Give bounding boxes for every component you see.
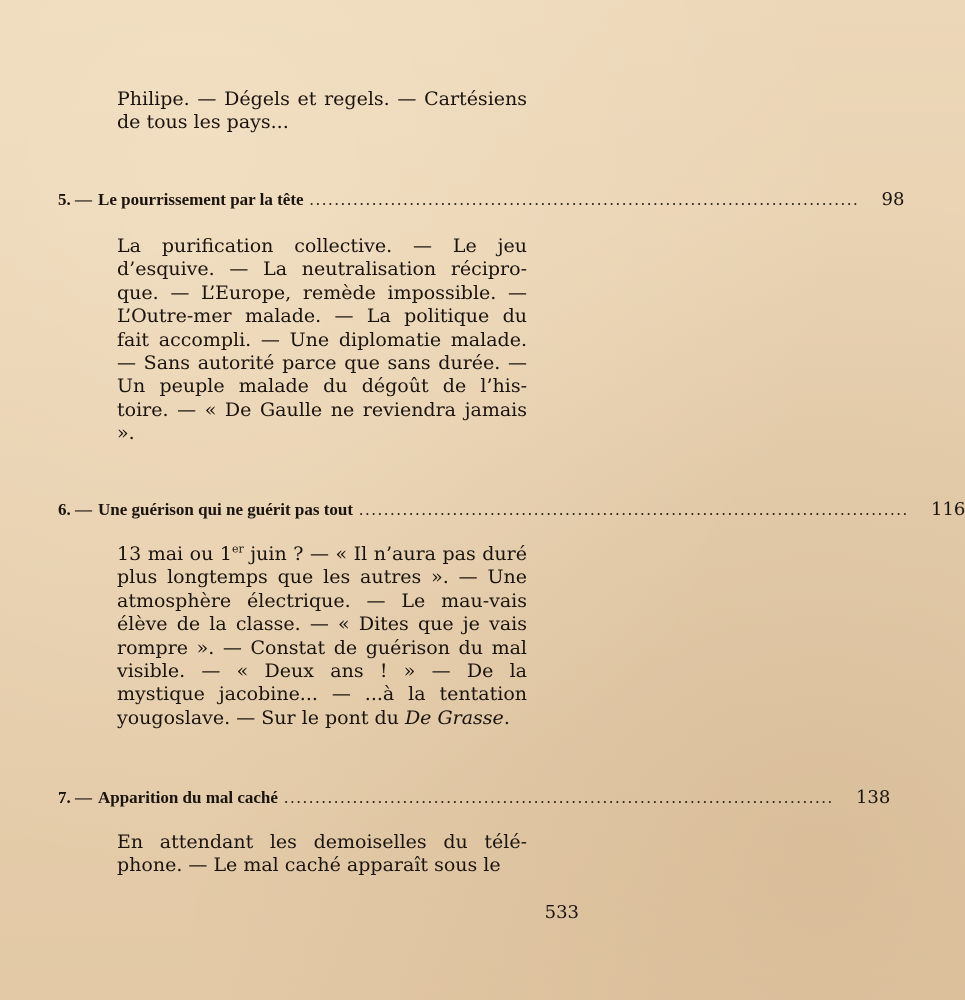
- chapter-6-summary: [117, 543, 527, 730]
- dot-leader: ........................................................................................: [283, 788, 834, 807]
- chapter-title: Le pourrissement par la tête: [98, 190, 304, 209]
- chapter-page-number: 116: [931, 499, 965, 520]
- chapter-6-heading: [58, 498, 965, 522]
- chapter-title: Une guérison qui ne guérit pas tout: [98, 500, 354, 519]
- chapter-7-heading: [58, 786, 891, 810]
- summary-text: 13 mai ou 1: [117, 543, 232, 565]
- summary-text: juin ? — « Il n’aura pas duré plus longtemps que les autres ». — Une atmosphère électrique. — Le mau-vais élève de la classe. — « Dites que je vais rompre ». — Constat de guérison du mal visible. — « Deux ans ! » — De la mystique jacobine... — ...à la tentation yougoslave. — Sur le pont du: [117, 543, 528, 729]
- chapter-number: 7. —: [58, 788, 92, 807]
- intro-paragraph: Philipe. — Dégels et regels. — Cartésiens de tous les pays...: [117, 88, 527, 134]
- dot-leader: ........................................................................................: [359, 500, 910, 519]
- chapter-page-number: 98: [881, 189, 905, 210]
- chapter-5-heading: [58, 188, 905, 212]
- page-number: 533: [544, 902, 579, 923]
- chapter-number: 5. —: [58, 190, 92, 209]
- ordinal-superscript: er: [231, 542, 244, 556]
- dot-leader: ........................................................................................: [309, 190, 860, 209]
- chapter-7-summary: En attendant les demoiselles du télé-phone. — Le mal caché apparaît sous le: [117, 831, 527, 877]
- summary-text: .: [503, 706, 510, 729]
- chapter-page-number: 138: [855, 787, 891, 808]
- chapter-number: 6. —: [58, 500, 92, 519]
- chapter-title: Apparition du mal caché: [98, 788, 278, 807]
- ship-name: De Grasse: [404, 706, 504, 729]
- chapter-5-summary: La purification collective. — Le jeu d’esquive. — La neutralisation récipro-que. — L’Europe, remède impossible. — L’Outre-mer malade. — La politique du fait accompli. — Une diplomatie malade. — Sans autorité parce que sans durée. — Un peuple malade du dégoût de l’his-toire. — « De Gaulle ne reviendra jamais ».: [117, 235, 527, 445]
